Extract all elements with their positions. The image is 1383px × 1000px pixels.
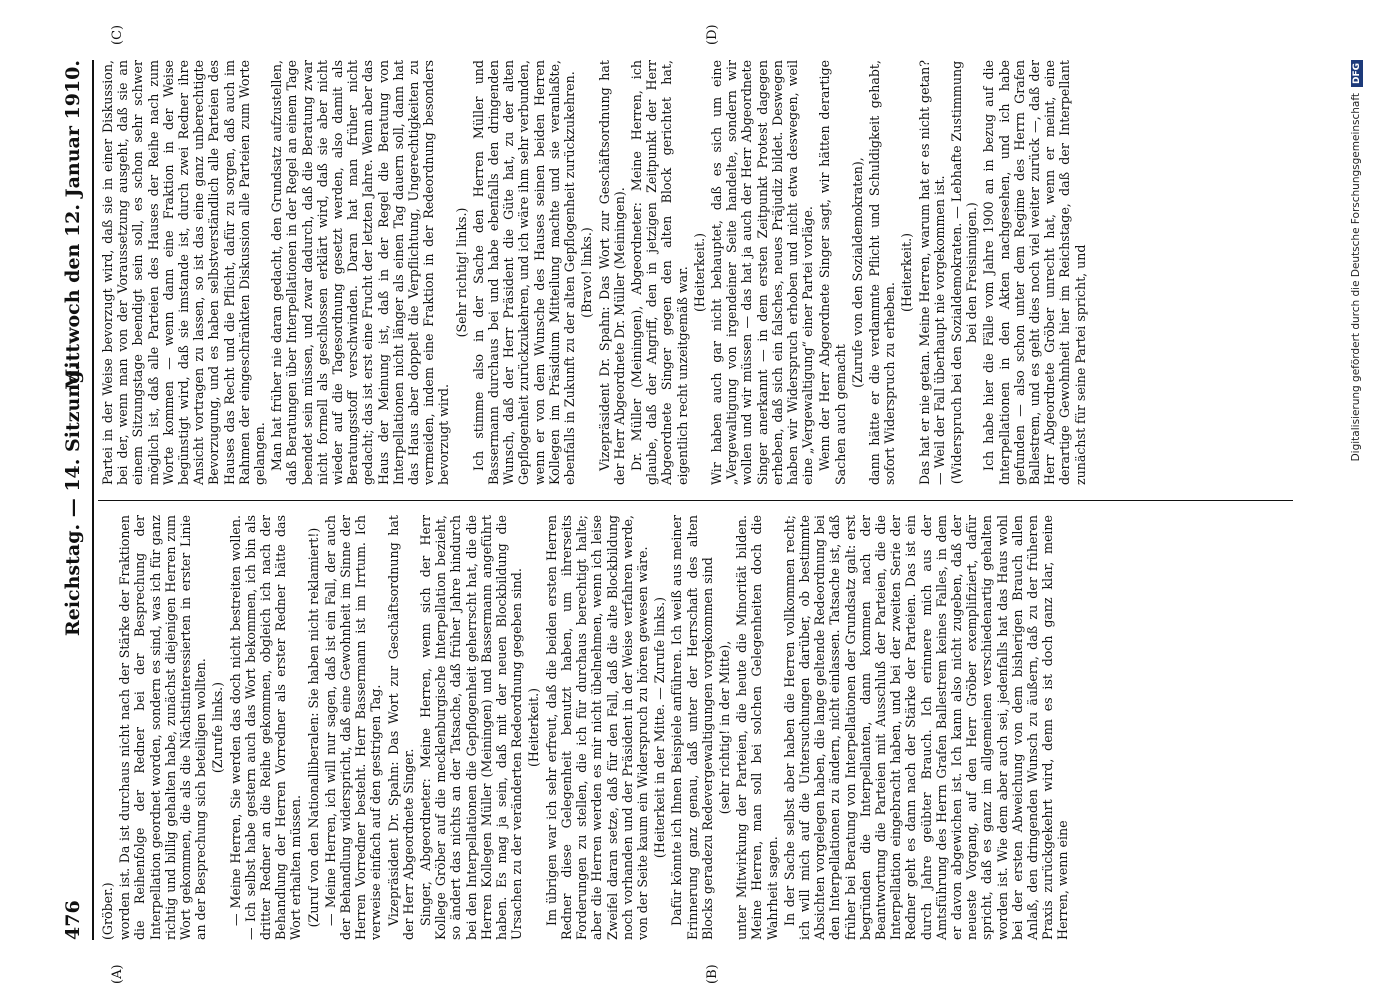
page-number: 476 — [62, 900, 84, 940]
interjection: (Sehr richtig! links.) — [453, 207, 469, 338]
paragraph: Im übrigen war ich sehr erfreut, daß die beiden ersten Herren Redner diese Gelegenheit benutzt haben, um ihrerseits Forderungen zu stellen, die ich für durchaus berechtigt halte; aber die Herren werden es mir nicht übelnehmen, wenn ich leise Zweifel daran setze, daß für den Fall, daß die alte Blockbildung noch vorhanden und der Präsident in der Weise verfahren werde, von der Seite kaum ein Widerspruch zu hören gewesen wäre. — [543, 515, 650, 940]
session-title: Reichstag. — 14. Sitzung. — [62, 363, 84, 637]
interjection: (Zurufe von den Sozialdemokraten), — [849, 157, 865, 388]
paragraph: Singer, Abgeordneter: Meine Herren, wenn sich der Herr Kollege Gröber auf die mecklenburgische Interpellation bezieht, so ändert das nichts an der Tatsache, daß früher Jahre hindurch bei den Interpellationen die Gepflogenheit geherrscht hat, die die Herren Kollegen Müller (Meiningen) und Bassermann angeführt haben. Es mag ja sein, daß mit der neuen Blockbildung die Ursachen zu der veränderten Redeordnung gegeben sind. — [418, 515, 525, 940]
interjection: (Heiterkeit.) — [691, 233, 707, 312]
session-date: Mittwoch den 12. Januar 1910. — [62, 60, 84, 390]
paragraph: unter Mitwirkung der Parteien, die heute die Minorität bilden. Meine Herren, man soll bei solchen Gelegenheiten doch die Wahrheit sagen. — [734, 515, 780, 940]
paragraph: Vizepräsident Dr. Spahn: Das Wort zur Geschäftsordnung hat der Herr Abgeordnete Singer. — [385, 515, 416, 940]
interjection: (Zurufe links.) — [210, 681, 226, 774]
paragraph: Partei in der Weise bevorzugt wird, daß sie in einer Diskussion, bei der, wenn man von der Voraussetzung ausgeht, daß sie an einem Sitzungstage beendigt sein soll, es schon sehr schwer möglich ist, daß alle Parteien des Hauses der Reihe nach zum Worte kommen — wenn dann eine Fraktion in der Weise begünstigt wird, daß sie imstande ist, durch zwei Redner ihre Ansicht vortragen zu lassen, so ist das eine ganz unberechtigte Bevorzugung, und es haben selbstverständlich alle Parteien des Hauses das Recht und die Pflicht, dafür zu sorgen, daß auch im Rahmen der eingeschränkten Diskussion alle Parteien zum Worte gelangen. — [100, 60, 268, 485]
interjection: (Heiterkeit.) — [526, 688, 542, 767]
paragraph: Ich habe hier die Fälle vom Jahre 1900 an in bezug auf die Interpellationen in den Akten nachgesehen, und ich habe gefunden — also schon unter dem Regime des Herrn Grafen Ballestrem, und es geht dies noch viel weiter zurück —, daß der Herr Abgeordnete Gröber unrecht hat, wenn er meint, eine derartige Gewohnheit hier im Reichstage, daß der Interpellant zunächst für seine Partei spricht, und — [981, 60, 1088, 485]
paragraph: Ich stimme also in der Sache den Herren Müller und Bassermann durchaus bei und habe ebenfalls den dringenden Wunsch, daß der Herr Präsident die Güte hat, zu der alten Gepflogenheit zurückzukehren, und ich wäre ihm sehr verbunden, wenn er von dem Wunsche des Hauses seinen beiden Herren Kollegen im Präsidium Mitteilung machte und sie veranlaßte, ebenfalls in Zukunft zu der alten Gepflogenheit zurückzukehren. — [470, 60, 578, 485]
paragraph: Dafür könnte ich Ihnen Beispiele anführen. Ich weiß aus meiner Erinnerung ganz genau, daß unter der Herrschaft des alten Blocks geradezu Redevergewaltigungen vorgekommen sind — [669, 515, 715, 940]
interjection: (Bravo! links.) — [579, 227, 595, 318]
paragraph: Wir haben auch gar nicht behauptet, daß es sich um eine „Vergewaltigung von irgendeiner Seite handelte, sondern wir wollen und wir müssen — das hat ja auch der Herr Abgeordnete Singer anerkannt — in dem ersten Zeitpunkt Protest dagegen erheben, daß sich ein falsches, neues Präjudiz bildet. Deswegen haben wir Widerspruch erhoben und nicht etwa deswegen, weil eine „Vergewaltigung“ einer Partei vorläge. — [708, 60, 816, 485]
paragraph: Das hat er nie getan. Meine Herren, warum hat er es nicht getan? — Weil der Fall überhaupt nie vorgekommen ist. — [916, 60, 947, 485]
speaker-tag: (Gröber.) — [100, 882, 115, 940]
right-column — [100, 60, 1090, 485]
paragraph: Vizepräsident Dr. Spahn: Das Wort zur Geschäftsordnung hat der Herr Abgeordnete Dr. Müller (Meiningen). — [596, 60, 627, 485]
interjection: (Zuruf von den Nationalliberalen: Sie haben nicht reklamiert!) — [305, 527, 321, 928]
margin-marker-a: (A) — [110, 964, 125, 984]
interjection: (sehr richtig! in der Mitte), — [716, 640, 732, 815]
page-header — [62, 60, 90, 940]
header-rule — [92, 60, 94, 940]
interjection: (Widerspruch bei den Sozialdemokraten. — Lebhafte Zustimmung bei den Freisinnigen.) — [948, 60, 980, 485]
left-column — [100, 515, 1073, 940]
margin-marker-d: (D) — [705, 24, 720, 45]
paragraph: dann hätte er die verdammte Pflicht und Schuldigkeit gehabt, sofort Widerspruch zu erheben. — [866, 60, 898, 485]
margin-marker-b: (B) — [705, 964, 720, 984]
credit-text: Digitalisierung gefördert durch die Deutsche Forschungsgemeinschaft — [1350, 93, 1362, 462]
paragraph: Wenn der Herr Abgeordnete Singer sagt, wir hätten derartige Sachen auch gemacht — [817, 60, 848, 485]
paragraph: — Meine Herren, ich will nur sagen, daß ist ein Fall, der auch der Behandlung widerspricht, daß eine Gewohnheit im Sinne der Herren Vorredner besteht. Herr Bassermann ist im Irrtum. Ich verweise einfach auf den gestrigen Tag. — [322, 515, 384, 940]
dfg-logo: DFG — [1351, 60, 1363, 87]
paragraph: worden ist. Da ist durchaus nicht nach der Stärke der Fraktionen die Reihenfolge der Redner bei der Besprechung der Interpellation geordnet worden, sondern es sind, was ich für ganz richtig und billig gehalten habe, zunächst diejenigen Herren zum Wort gekommen, die als die Nächstinteressierten in erster Linie an der Besprechung sich beteiligen wollten. — [117, 515, 209, 940]
column-divider — [98, 500, 1293, 501]
interjection: (Heiterkeit.) — [899, 233, 915, 312]
digitization-credit — [1350, 60, 1363, 940]
paragraph: Dr. Müller (Meiningen), Abgeordneter: Meine Herren, ich glaube, daß der Angriff, den in jetzigen Zeitpunkt der Herr Abgeordnete Singer gegen den alten Block gerichtet hat, eigentlich recht unzeitgemäß war. — [628, 60, 690, 485]
margin-marker-c: (C) — [110, 24, 125, 45]
interjection: (Heiterkeit in der Mitte. — Zurufe links.) — [652, 596, 668, 859]
paragraph: — Meine Herren, Sie werden das doch nicht bestreiten wollen. — Ich selbst habe gestern auch das Wort bekommen, ich bin als dritter Redner an die Reihe gekommen, obgleich ich nach der Behandlung der Herren Vorredner als erster Redner hätte das Wort erhalten müssen. — [227, 515, 304, 940]
paragraph: Man hat früher nie daran gedacht, den Grundsatz aufzustellen, daß Beratungen über Interpellationen in der Regel an einem Tage beendet sein müssen, und zwar dadurch, daß die Beratung zwar nicht formell als geschlossen erklärt wird, daß sie aber nicht wieder auf die Tagesordnung gesetzt werden, also damit als Beratungsstoff verschwinden. Daran hat man früher nicht gedacht; das ist erst eine Frucht der letzten Jahre. Wenn aber das Haus der Meinung ist, daß in der Regel die Beratung von Interpellationen nicht länger als einen Tag dauern soll, dann hat das Haus aber doppelt die Verpflichtung, Ungerechtigkeiten zu vermeiden, indem eine Fraktion in der Redeordnung besonders bevorzugt wird. — [269, 60, 452, 485]
paragraph: In der Sache selbst aber haben die Herren vollkommen recht; ich will mich auf die Untersuchungen darüber, ob bestimmte Absichten vorgelegen haben, die lange geltende Redeordnung bei den Interpellationen zu ändern, nicht einlassen. Tatsache ist, daß früher bei Beratung von Interpellationen der Grundsatz galt: erst begründen die Interpellanten, dann kommen nach der Beantwortung die Parteien mit Ausschluß der Parteien, die die Interpellation eingebracht haben, und bei der zweiten Serie der Redner geht es dann nach der Stärke der Parteien. Das ist ein durch Jahre geübter Brauch. Ich erinnere mich aus der Amtsführung des Herrn Grafen Ballestrem keines Falles, in dem er davon abgewichen ist. Ich kann also nicht zugeben, daß der neueste Vorgang, auf den Herr Gröber exemplifiziert, dafür spricht, daß es ganz im allgemeinen verschiedenartig gehalten worden ist. Wie dem aber auch sei, jedenfalls hat das Haus wohl bei der ersten Abweichung von dem bisherigen Brauch allen Anlaß, den dringenden Wunsch zu äußern, daß zu der früheren Praxis zurückgekehrt wird, denn es ist doch ganz klar, meine Herren, wenn eine — [781, 515, 1071, 940]
